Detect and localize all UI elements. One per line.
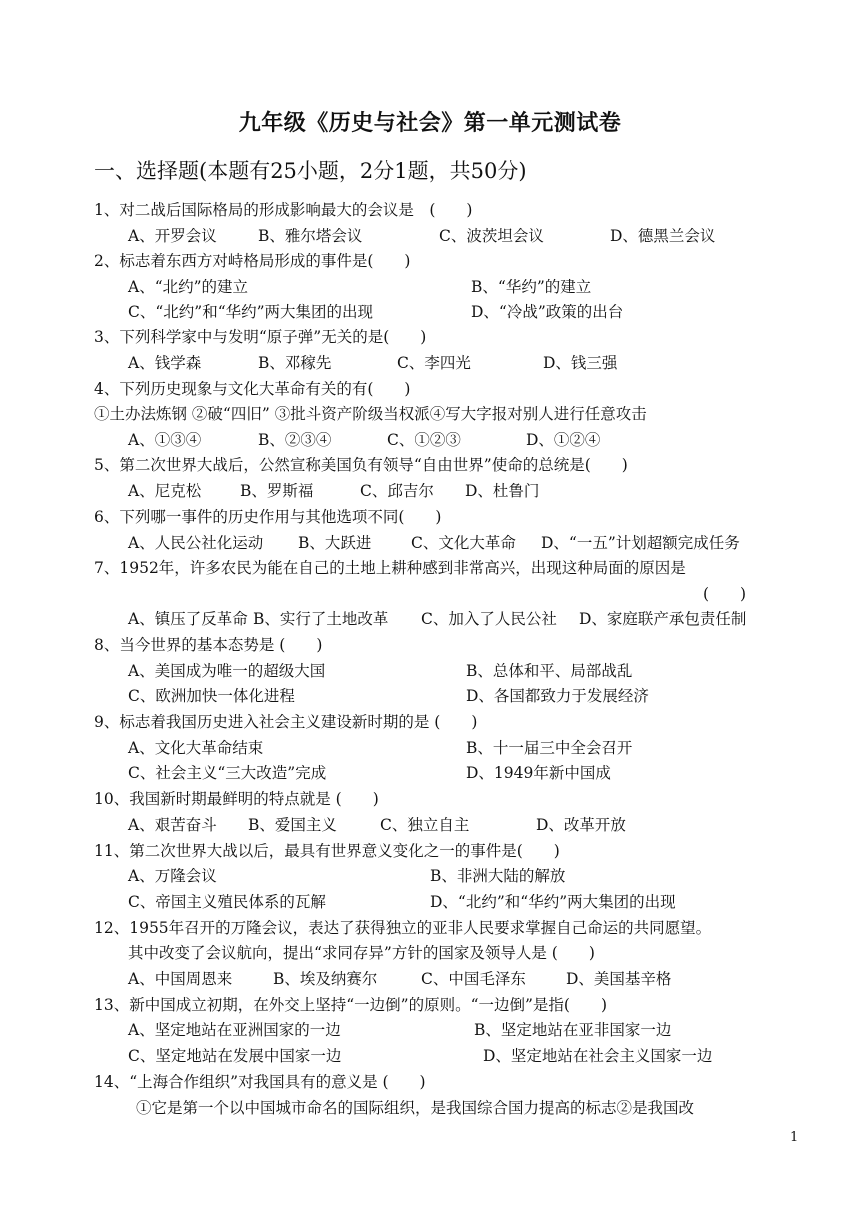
question-stem: 12、1955年召开的万隆会议，表达了获得独立的亚非人民要求掌握自己命运的共同愿望。 [94, 919, 712, 937]
option: D、钱三强 [543, 354, 618, 372]
document-title: 九年级《历史与社会》第一单元测试卷 [238, 110, 622, 136]
question-stem: 7、1952年，许多农民为能在自己的土地上耕种感到非常高兴，出现这种局面的原因是 [94, 559, 686, 577]
option: A、镇压了反革命 [128, 610, 248, 628]
question-stem: 10、我国新时期最鲜明的特点就是 ( ) [94, 790, 379, 808]
option: C、加入了人民公社 [421, 610, 557, 628]
option: B、雅尔塔会议 [258, 227, 363, 245]
option: B、非洲大陆的解放 [430, 867, 566, 885]
question-stem: 1、对二战后国际格局的形成影响最大的会议是 ( ) [94, 201, 473, 219]
option: D、1949年新中国成 [466, 764, 611, 782]
option: B、“华约”的建立 [471, 278, 592, 296]
question-choices-list: ①它是第一个以中国城市命名的国际组织，是我国综合国力提高的标志②是我国改 [136, 1099, 695, 1117]
question-stem: 8、当今世界的基本态势是 ( ) [94, 636, 323, 654]
option: A、人民公社化运动 [128, 534, 264, 552]
option: A、尼克松 [128, 482, 202, 500]
option: D、家庭联产承包责任制 [579, 610, 747, 628]
option: A、钱学森 [128, 354, 202, 372]
answer-blank: ( ) [703, 585, 747, 603]
option: C、社会主义“三大改造”完成 [128, 764, 327, 782]
option: D、坚定地站在社会主义国家一边 [483, 1047, 713, 1065]
option: A、“北约”的建立 [128, 278, 249, 296]
option: C、“北约”和“华约”两大集团的出现 [128, 303, 374, 321]
option: B、邓稼先 [258, 354, 332, 372]
question-stem-continued: 其中改变了会议航向，提出“求同存异”方针的国家及领导人是 ( ) [128, 944, 595, 962]
option: A、中国周恩来 [128, 970, 233, 988]
option: B、实行了土地改革 [253, 610, 389, 628]
option: A、万隆会议 [128, 867, 217, 885]
option: D、①②④ [526, 431, 601, 449]
option: A、艰苦奋斗 [128, 816, 217, 834]
option: B、罗斯福 [240, 482, 314, 500]
question-stem: 6、下列哪一事件的历史作用与其他选项不同( ) [94, 508, 442, 526]
option: B、坚定地站在亚非国家一边 [474, 1021, 672, 1039]
option: D、各国都致力于发展经济 [466, 687, 649, 705]
option: B、十一届三中全会召开 [466, 739, 633, 757]
option: A、文化大革命结束 [128, 739, 264, 757]
option: C、李四光 [397, 354, 471, 372]
option: D、“北约”和“华约”两大集团的出现 [430, 893, 676, 911]
option: A、开罗会议 [128, 227, 217, 245]
question-stem: 4、下列历史现象与文化大革命有关的有( ) [94, 380, 411, 398]
question-stem: 11、第二次世界大战以后，最具有世界意义变化之一的事件是( ) [94, 842, 560, 860]
option: D、杜鲁门 [465, 482, 540, 500]
option: C、欧洲加快一体化进程 [128, 687, 295, 705]
question-stem: 9、标志着我国历史进入社会主义建设新时期的是 ( ) [94, 713, 478, 731]
question-choices-list: ①土办法炼钢 ②破“四旧” ③批斗资产阶级当权派④写大字报对别人进行任意攻击 [94, 405, 647, 423]
option: A、①③④ [128, 431, 202, 449]
option: C、独立自主 [380, 816, 470, 834]
option: C、中国毛泽东 [421, 970, 526, 988]
option: C、帝国主义殖民体系的瓦解 [128, 893, 326, 911]
option: B、埃及纳赛尔 [273, 970, 378, 988]
option: C、文化大革命 [411, 534, 516, 552]
option: A、坚定地站在亚洲国家的一边 [128, 1021, 341, 1039]
question-stem: 5、第二次世界大战后，公然宣称美国负有领导“自由世界”使命的总统是( ) [94, 456, 628, 474]
option: D、美国基辛格 [566, 970, 672, 988]
option: D、德黑兰会议 [610, 227, 716, 245]
option: C、波茨坦会议 [439, 227, 544, 245]
question-stem: 13、新中国成立初期，在外交上坚持“一边倒”的原则。“一边倒”是指( ) [94, 996, 608, 1014]
option: B、爱国主义 [248, 816, 337, 834]
option: B、大跃进 [298, 534, 372, 552]
option: C、①②③ [387, 431, 461, 449]
option: D、改革开放 [536, 816, 626, 834]
option: D、“一五”计划超额完成任务 [541, 534, 740, 552]
option: A、美国成为唯一的超级大国 [128, 662, 326, 680]
option: B、②③④ [258, 431, 332, 449]
question-stem: 3、下列科学家中与发明“原子弹”无关的是( ) [94, 328, 427, 346]
option: C、坚定地站在发展中国家一边 [128, 1047, 342, 1065]
option: D、“冷战”政策的出台 [471, 303, 624, 321]
page-number: 1 [790, 1130, 799, 1145]
question-stem: 2、标志着东西方对峙格局形成的事件是( ) [94, 252, 411, 270]
section-heading: 一、选择题(本题有25小题，2分1题，共50分) [94, 159, 527, 183]
option: C、邱吉尔 [360, 482, 434, 500]
question-stem: 14、“上海合作组织”对我国具有的意义是 ( ) [94, 1073, 426, 1091]
option: B、总体和平、局部战乱 [466, 662, 633, 680]
